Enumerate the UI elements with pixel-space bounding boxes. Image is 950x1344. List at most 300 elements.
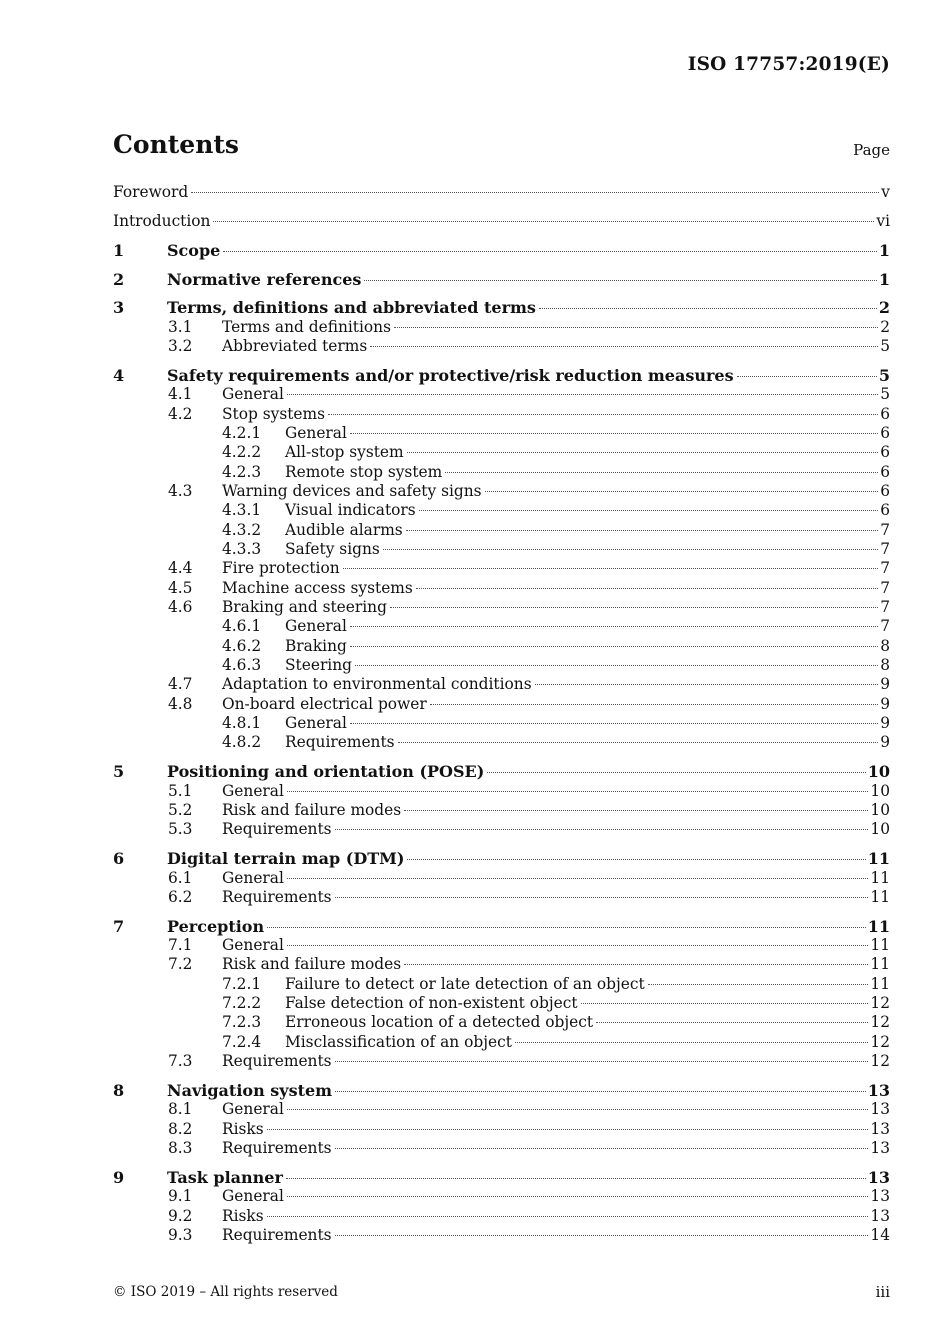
toc-entry-page[interactable]: 6 xyxy=(880,481,890,500)
toc-entry-number: 7.2 xyxy=(168,955,193,974)
toc-entry-page[interactable]: 7 xyxy=(880,578,890,597)
toc-entry-title[interactable]: General xyxy=(285,617,347,636)
toc-entry-number: 6.1 xyxy=(168,868,193,887)
toc-entry-number: 4.8 xyxy=(168,694,193,713)
toc-entry-number: 4.3.1 xyxy=(222,501,262,520)
toc-entry-title[interactable]: General xyxy=(222,385,284,404)
dot-leader xyxy=(535,684,879,685)
toc-entry-number: 7.1 xyxy=(168,936,193,955)
toc-entry-title[interactable]: Requirements xyxy=(222,1138,332,1157)
toc-entry-page[interactable]: 9 xyxy=(880,694,890,713)
toc-entry[interactable] xyxy=(113,955,890,974)
toc-entry-page[interactable]: 13 xyxy=(870,1119,890,1138)
toc-entry-title[interactable]: General xyxy=(222,781,284,800)
toc-entry-title[interactable]: Requirements xyxy=(222,820,332,839)
dot-leader xyxy=(430,704,878,705)
toc-entry-page[interactable]: 11 xyxy=(867,849,890,869)
toc-entry-line xyxy=(222,1187,890,1206)
toc-entry[interactable] xyxy=(113,405,890,424)
toc-entry-line xyxy=(222,1052,890,1071)
toc-entry-page[interactable]: 13 xyxy=(870,1100,890,1119)
toc-entry[interactable] xyxy=(113,1207,890,1226)
toc-entry[interactable] xyxy=(113,801,890,820)
toc-entry-page[interactable]: 13 xyxy=(867,1080,890,1100)
toc-entry-line xyxy=(167,241,890,260)
table-of-contents xyxy=(113,183,890,1245)
toc-entry-number: 5.1 xyxy=(168,781,193,800)
toc-entry-line xyxy=(285,463,890,482)
toc-entry[interactable] xyxy=(113,994,890,1013)
toc-entry-title[interactable]: Terms, definitions and abbreviated terms xyxy=(167,298,536,318)
toc-entry-line xyxy=(285,975,890,994)
toc-entry[interactable] xyxy=(113,521,890,540)
toc-entry-title[interactable]: General xyxy=(222,868,284,887)
toc-entry-page[interactable]: 6 xyxy=(880,404,890,423)
toc-entry-title[interactable]: On-board electrical power xyxy=(222,694,427,713)
toc-entry[interactable] xyxy=(113,385,890,404)
toc-entry-title[interactable]: Failure to detect or late detection of an object xyxy=(285,974,645,993)
toc-entry[interactable] xyxy=(113,443,890,462)
toc-entry-page[interactable]: 7 xyxy=(880,559,890,578)
copyright-notice: © ISO 2019 – All rights reserved xyxy=(113,1284,338,1300)
toc-entry[interactable] xyxy=(113,1187,890,1206)
toc-entry-line xyxy=(167,762,890,781)
toc-entry[interactable] xyxy=(113,559,890,578)
dot-leader xyxy=(335,1148,869,1149)
toc-entry-line xyxy=(222,955,890,974)
toc-entry-page[interactable]: 11 xyxy=(870,974,890,993)
toc-entry-page[interactable]: 6 xyxy=(880,501,890,520)
toc-entry-line xyxy=(285,714,890,733)
toc-entry-number: 4.5 xyxy=(168,578,193,597)
toc-entry-page[interactable]: 6 xyxy=(880,423,890,442)
toc-entry[interactable] xyxy=(113,637,890,656)
dot-leader xyxy=(355,665,878,666)
dot-leader xyxy=(335,829,869,830)
toc-entry-line xyxy=(222,405,890,424)
toc-entry-line xyxy=(167,917,890,936)
toc-entry-number: 4.6 xyxy=(168,598,193,617)
toc-entry-title[interactable]: Abbreviated terms xyxy=(222,337,368,356)
toc-entry-title[interactable]: Adaptation to environmental conditions xyxy=(222,675,532,694)
toc-entry-number: 4.6.3 xyxy=(222,656,262,675)
toc-entry-title[interactable]: Scope xyxy=(167,240,221,260)
toc-entry-page[interactable]: 11 xyxy=(870,955,890,974)
toc-entry-title[interactable]: Foreword xyxy=(113,183,189,201)
document-id: ISO 17757:2019(E) xyxy=(687,54,890,75)
toc-entry-page[interactable]: 11 xyxy=(870,887,890,906)
toc-entry-line xyxy=(285,1033,890,1052)
toc-entry[interactable] xyxy=(113,1139,890,1158)
dot-leader xyxy=(343,568,879,569)
toc-entry-line xyxy=(222,559,890,578)
toc-entry-page[interactable]: 9 xyxy=(880,714,890,733)
toc-entry-line xyxy=(285,424,890,443)
toc-entry-page[interactable]: 6 xyxy=(880,443,890,462)
toc-entry-number: 6.2 xyxy=(168,887,193,906)
toc-entry-title[interactable]: Requirements xyxy=(222,1052,332,1071)
toc-entry-number: 4.8.1 xyxy=(222,714,262,733)
toc-entry[interactable] xyxy=(113,733,890,752)
dot-leader xyxy=(648,984,869,985)
toc-entry[interactable] xyxy=(113,463,890,482)
page-column-label: Page xyxy=(853,141,890,159)
toc-entry[interactable] xyxy=(113,1100,890,1119)
toc-entry[interactable] xyxy=(113,917,890,936)
dot-leader xyxy=(287,878,869,879)
toc-entry-number: 6 xyxy=(113,849,125,869)
toc-entry-title[interactable]: Risks xyxy=(222,1119,264,1138)
toc-entry[interactable] xyxy=(113,656,890,675)
toc-entry-line xyxy=(113,183,890,202)
toc-entry-number: 9.1 xyxy=(168,1187,193,1206)
toc-entry-title[interactable]: Introduction xyxy=(113,211,211,230)
toc-entry-line xyxy=(167,1168,890,1187)
dot-leader xyxy=(394,327,878,328)
toc-entry-line xyxy=(222,801,890,820)
dot-leader xyxy=(416,588,878,589)
toc-entry-line xyxy=(167,1081,890,1100)
toc-entry-title[interactable]: Safety signs xyxy=(285,540,380,558)
dot-leader xyxy=(287,945,869,946)
dot-leader xyxy=(370,346,878,347)
toc-entry-title[interactable]: Stop systems xyxy=(222,404,326,423)
toc-entry-line xyxy=(285,656,890,675)
toc-entry-title[interactable]: General xyxy=(222,1100,284,1119)
dot-leader xyxy=(267,1216,869,1217)
toc-entry-page[interactable]: 10 xyxy=(870,800,890,819)
toc-entry-line xyxy=(222,337,890,356)
toc-entry-title[interactable]: Requirements xyxy=(222,1225,332,1244)
toc-entry[interactable] xyxy=(113,270,890,289)
dot-leader xyxy=(286,1178,866,1179)
toc-entry[interactable] xyxy=(113,617,890,636)
toc-entry-page[interactable]: v xyxy=(881,183,890,201)
toc-entry-line xyxy=(222,598,890,617)
dot-leader xyxy=(328,414,878,415)
toc-entry-page[interactable]: 10 xyxy=(870,781,890,800)
toc-entry-title[interactable]: False detection of non-existent object xyxy=(285,994,578,1013)
toc-entry-page[interactable]: 12 xyxy=(870,994,890,1013)
toc-entry-line xyxy=(285,994,890,1013)
toc-entry[interactable] xyxy=(113,1052,890,1071)
toc-entry-number: 7.2.2 xyxy=(222,994,262,1013)
toc-entry-line xyxy=(222,318,890,337)
dot-leader xyxy=(487,772,865,773)
toc-entry-page[interactable]: 11 xyxy=(870,936,890,955)
toc-entry-title[interactable]: Positioning and orientation (POSE) xyxy=(167,762,485,782)
toc-entry-page[interactable]: 1 xyxy=(878,269,890,289)
toc-entry-page[interactable]: vi xyxy=(876,211,890,230)
toc-entry-title[interactable]: Fire protection xyxy=(222,559,340,578)
toc-entry[interactable] xyxy=(113,540,890,559)
dot-leader xyxy=(191,192,879,193)
toc-entry-page[interactable]: 14 xyxy=(870,1225,890,1244)
toc-entry-page[interactable]: 5 xyxy=(880,337,890,356)
toc-entry-line xyxy=(222,579,890,598)
toc-entry-number: 7.2.1 xyxy=(222,974,262,993)
toc-entry[interactable] xyxy=(113,1120,890,1139)
toc-entry-line xyxy=(222,1120,890,1139)
toc-entry-title[interactable]: Digital terrain map (DTM) xyxy=(167,849,405,869)
toc-entry-line xyxy=(285,733,890,752)
dot-leader xyxy=(350,723,878,724)
toc-entry-page[interactable]: 8 xyxy=(880,656,890,675)
toc-entry-number: 1 xyxy=(113,240,125,260)
toc-entry[interactable] xyxy=(113,1081,890,1100)
toc-entry[interactable] xyxy=(113,241,890,260)
toc-entry-page[interactable]: 10 xyxy=(870,820,890,839)
toc-entry-number: 8.3 xyxy=(168,1138,193,1157)
dot-leader xyxy=(485,491,879,492)
toc-entry-title[interactable]: Risk and failure modes xyxy=(222,800,402,819)
toc-entry-title[interactable]: Risks xyxy=(222,1206,264,1225)
toc-entry-title[interactable]: Terms and definitions xyxy=(222,317,391,336)
toc-entry-title[interactable]: Erroneous location of a detected object xyxy=(285,1013,594,1032)
toc-entry-number: 4.6.2 xyxy=(222,636,262,655)
toc-entry[interactable] xyxy=(113,1033,890,1052)
dot-leader xyxy=(287,1109,869,1110)
toc-entry-title[interactable]: Normative references xyxy=(167,269,362,289)
toc-entry-number: 9.2 xyxy=(168,1206,193,1225)
toc-entry[interactable] xyxy=(113,337,890,356)
toc-entry-title[interactable]: Warning devices and safety signs xyxy=(222,481,482,500)
toc-entry[interactable] xyxy=(113,366,890,385)
toc-entry-line xyxy=(222,1139,890,1158)
toc-entry-number: 5.3 xyxy=(168,820,193,839)
toc-entry-line xyxy=(222,782,890,801)
toc-entry[interactable] xyxy=(113,1013,890,1032)
toc-entry-page[interactable]: 11 xyxy=(867,916,890,936)
toc-entry-page[interactable]: 13 xyxy=(867,1167,890,1187)
toc-entry-number: 4.6.1 xyxy=(222,617,262,636)
dot-leader xyxy=(287,394,878,395)
toc-entry[interactable] xyxy=(113,888,890,907)
toc-entry-page[interactable]: 13 xyxy=(870,1187,890,1206)
toc-entry-number: 4.3.2 xyxy=(222,520,262,539)
toc-entry-title[interactable]: Visual indicators xyxy=(285,501,416,520)
toc-entry-title[interactable]: Perception xyxy=(167,916,265,936)
toc-entry[interactable] xyxy=(113,849,890,868)
dot-leader xyxy=(335,1061,869,1062)
toc-entry-page[interactable]: 7 xyxy=(880,598,890,617)
toc-entry-number: 4.7 xyxy=(168,675,193,694)
toc-entry[interactable] xyxy=(113,482,890,501)
toc-entry-line xyxy=(222,1100,890,1119)
toc-entry[interactable] xyxy=(113,936,890,955)
toc-entry-title[interactable]: Navigation system xyxy=(167,1080,333,1100)
toc-entry[interactable] xyxy=(113,1168,890,1187)
toc-entry[interactable] xyxy=(113,782,890,801)
toc-entry-page[interactable]: 12 xyxy=(870,1013,890,1032)
page-number: iii xyxy=(875,1283,890,1301)
dot-leader xyxy=(335,1091,866,1092)
toc-entry-line xyxy=(222,675,890,694)
toc-entry-page[interactable]: 7 xyxy=(880,520,890,539)
toc-entry[interactable] xyxy=(113,183,890,202)
dot-leader xyxy=(515,1042,869,1043)
dot-leader xyxy=(404,810,868,811)
toc-entry-number: 8.1 xyxy=(168,1100,193,1119)
dot-leader xyxy=(335,897,869,898)
toc-entry-page[interactable]: 9 xyxy=(880,733,890,752)
toc-entry-number: 7 xyxy=(113,916,125,936)
toc-entry-number: 4.4 xyxy=(168,559,193,578)
dot-leader xyxy=(364,280,876,281)
toc-entry-line xyxy=(285,637,890,656)
dot-leader xyxy=(350,433,878,434)
toc-entry-number: 8.2 xyxy=(168,1119,193,1138)
toc-entry-number: 4.2.2 xyxy=(222,443,262,462)
dot-leader xyxy=(419,510,879,511)
toc-entry-line xyxy=(167,298,890,317)
toc-entry-page[interactable]: 6 xyxy=(880,462,890,481)
toc-entry-number: 4.8.2 xyxy=(222,733,262,752)
dot-leader xyxy=(267,1129,869,1130)
toc-entry-page[interactable]: 10 xyxy=(867,762,890,782)
toc-entry-line xyxy=(285,617,890,636)
toc-entry[interactable] xyxy=(113,298,890,317)
toc-entry[interactable] xyxy=(113,579,890,598)
dot-leader xyxy=(596,1022,868,1023)
toc-entry-title[interactable]: General xyxy=(222,936,284,955)
toc-entry-title[interactable]: Requirements xyxy=(222,887,332,906)
dot-leader xyxy=(213,221,874,222)
toc-entry-number: 7.3 xyxy=(168,1052,193,1071)
toc-entry-title[interactable]: Audible alarms xyxy=(285,520,403,539)
toc-entry-line xyxy=(222,820,890,839)
toc-entry-line xyxy=(285,1013,890,1032)
toc-entry-line xyxy=(167,366,890,385)
toc-entry-line xyxy=(222,482,890,501)
toc-entry-line xyxy=(222,869,890,888)
dot-leader xyxy=(335,1235,869,1236)
toc-entry[interactable] xyxy=(113,695,890,714)
dot-leader xyxy=(737,376,877,377)
toc-entry-title[interactable]: Steering xyxy=(285,656,352,675)
dot-leader xyxy=(398,742,879,743)
toc-entry-line xyxy=(167,270,890,289)
dot-leader xyxy=(539,308,877,309)
toc-entry-line xyxy=(222,936,890,955)
toc-entry-page[interactable]: 5 xyxy=(878,365,890,385)
toc-entry[interactable] xyxy=(113,598,890,617)
toc-entry-title[interactable]: Braking xyxy=(285,636,347,655)
toc-entry-page[interactable]: 8 xyxy=(880,636,890,655)
dot-leader xyxy=(350,626,878,627)
toc-entry-number: 2 xyxy=(113,269,125,289)
toc-entry-page[interactable]: 13 xyxy=(870,1206,890,1225)
toc-entry-number: 3.1 xyxy=(168,317,193,336)
page-title: Contents xyxy=(113,130,240,159)
toc-entry-page[interactable]: 7 xyxy=(880,617,890,636)
toc-entry-number: 7.2.3 xyxy=(222,1013,262,1032)
toc-entry-number: 4.2 xyxy=(168,404,193,423)
toc-entry-title[interactable]: Machine access systems xyxy=(222,578,413,597)
dot-leader xyxy=(406,530,879,531)
toc-entry[interactable] xyxy=(113,675,890,694)
toc-entry-title[interactable]: Remote stop system xyxy=(285,462,443,481)
toc-entry-line xyxy=(113,212,890,231)
toc-entry-title[interactable]: Task planner xyxy=(167,1167,283,1187)
toc-entry-number: 9.3 xyxy=(168,1225,193,1244)
toc-entry-page[interactable]: 13 xyxy=(870,1138,890,1157)
dot-leader xyxy=(287,1196,869,1197)
dot-leader xyxy=(267,927,866,928)
toc-entry-title[interactable]: Safety requirements and/or protective/risk reduction measures xyxy=(167,365,734,385)
toc-entry[interactable] xyxy=(113,1226,890,1245)
toc-entry-number: 9 xyxy=(113,1167,125,1187)
toc-entry-page[interactable]: 9 xyxy=(880,675,890,694)
dot-leader xyxy=(223,251,877,252)
toc-entry-title[interactable]: General xyxy=(285,423,347,442)
toc-entry-number: 5.2 xyxy=(168,800,193,819)
dot-leader xyxy=(383,549,878,550)
toc-entry[interactable] xyxy=(113,212,890,231)
toc-entry-number: 5 xyxy=(113,762,125,782)
toc-entry-page[interactable]: 12 xyxy=(870,1052,890,1071)
toc-entry-line xyxy=(222,1207,890,1226)
toc-entry-page[interactable]: 12 xyxy=(870,1032,890,1051)
dot-leader xyxy=(350,646,878,647)
toc-entry[interactable] xyxy=(113,762,890,781)
toc-entry-page[interactable]: 2 xyxy=(878,298,890,318)
toc-entry-number: 4.1 xyxy=(168,385,193,404)
toc-entry-line xyxy=(222,695,890,714)
toc-entry-title[interactable]: Braking and steering xyxy=(222,598,387,617)
toc-entry-number: 3 xyxy=(113,298,125,318)
toc-entry-number: 3.2 xyxy=(168,337,193,356)
toc-entry[interactable] xyxy=(113,975,890,994)
toc-entry-title[interactable]: Risk and failure modes xyxy=(222,955,402,974)
toc-entry[interactable] xyxy=(113,869,890,888)
toc-entry-page[interactable]: 11 xyxy=(870,868,890,887)
toc-entry[interactable] xyxy=(113,424,890,443)
toc-entry-line xyxy=(222,1226,890,1245)
toc-entry[interactable] xyxy=(113,820,890,839)
toc-entry-title[interactable]: General xyxy=(285,714,347,733)
toc-entry-page[interactable]: 7 xyxy=(880,540,890,558)
toc-entry-title[interactable]: All-stop system xyxy=(285,443,404,462)
toc-entry-title[interactable]: General xyxy=(222,1187,284,1206)
toc-entry-number: 7.2.4 xyxy=(222,1032,262,1051)
toc-entry-line xyxy=(285,540,890,559)
toc-entry-number: 4.2.1 xyxy=(222,423,262,442)
toc-entry-page[interactable]: 1 xyxy=(878,240,890,260)
dot-leader xyxy=(445,472,878,473)
toc-entry-line xyxy=(222,888,890,907)
toc-entry-line xyxy=(285,501,890,520)
toc-entry[interactable] xyxy=(113,318,890,337)
dot-leader xyxy=(390,607,878,608)
toc-entry[interactable] xyxy=(113,501,890,520)
dot-leader xyxy=(287,791,869,792)
toc-entry-page[interactable]: 2 xyxy=(880,317,890,336)
toc-entry-line xyxy=(167,849,890,868)
toc-entry-title[interactable]: Misclassification of an object xyxy=(285,1032,512,1051)
dot-leader xyxy=(404,964,868,965)
toc-entry-line xyxy=(222,385,890,404)
toc-entry[interactable] xyxy=(113,714,890,733)
toc-entry-title[interactable]: Requirements xyxy=(285,733,395,752)
toc-entry-number: 4.2.3 xyxy=(222,462,262,481)
toc-entry-line xyxy=(285,521,890,540)
toc-entry-number: 4.3.3 xyxy=(222,540,262,558)
dot-leader xyxy=(581,1003,869,1004)
toc-entry-number: 4.3 xyxy=(168,481,193,500)
toc-entry-page[interactable]: 5 xyxy=(880,385,890,404)
dot-leader xyxy=(407,452,879,453)
